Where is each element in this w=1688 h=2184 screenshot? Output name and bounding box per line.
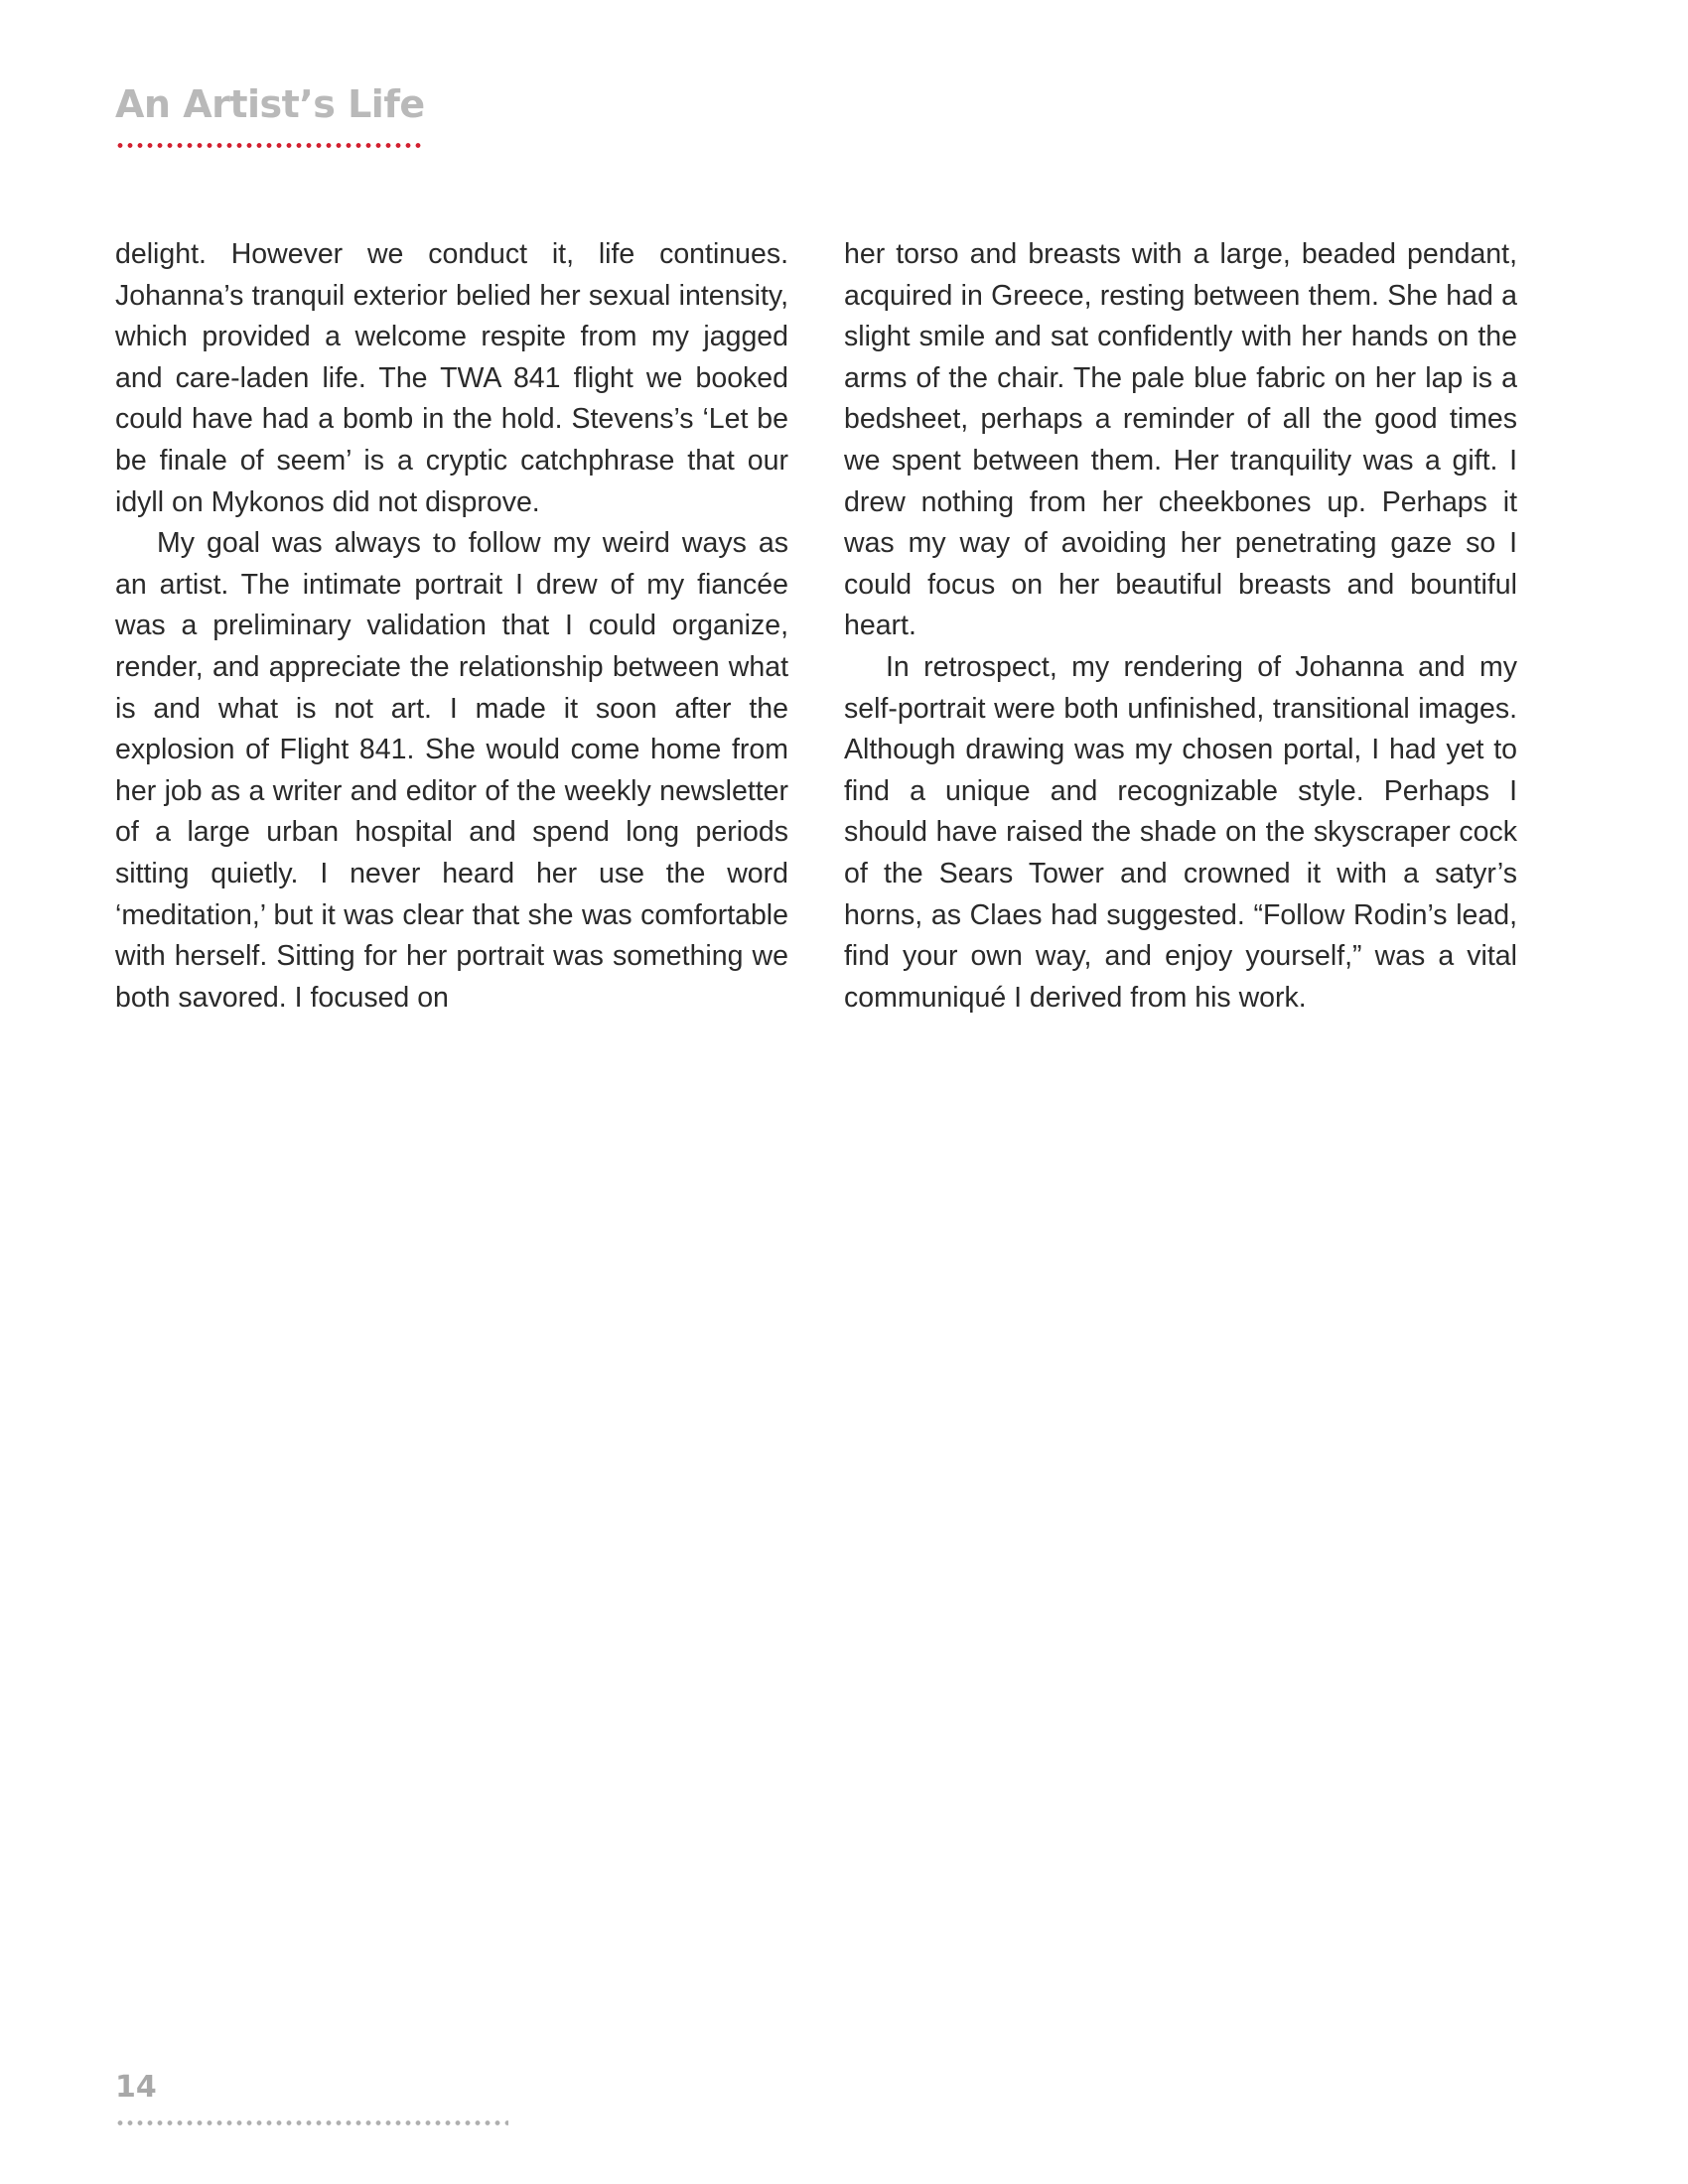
running-head-dotted-rule	[115, 143, 424, 148]
paragraph: My goal was always to follow my weird ways as an artist. The intimate portrait I drew of my fiancée was a preliminary validation that I could organize, render, and appreciate the relationship between what is and what is not art. I made it soon after the explosion of Flight 841. She would come home from her job as a writer and editor of the weekly newsletter of a large urban hospital and spend long periods sitting quietly. I never heard her use the word ‘meditation,’ but it was clear that she was comfortable with herself. Sitting for her portrait was something we both savored. I focused on	[115, 527, 788, 1014]
page-number-dotted-rule	[115, 2120, 508, 2125]
text-column-left	[115, 234, 788, 1019]
paragraph: her torso and breasts with a large, beaded pendant, acquired in Greece, resting between them. She had a slight smile and sat confidently with her hands on the arms of the chair. The pale blue fabric on her lap is a bedsheet, perhaps a reminder of all the good times we spent between them. Her tranquility was a gift. I drew nothing from her cheekbones up. Perhaps it was my way of avoiding her penetrating gaze so I could focus on her beautiful breasts and bountiful heart.	[844, 238, 1517, 642]
paragraph: In retrospect, my rendering of Johanna and my self-portrait were both unfinished, transitional images. Although drawing was my chosen portal, I had yet to find a unique and recognizable style. Perhaps I should have raised the shade on the skyscraper cock of the Sears Tower and crowned it with a satyr’s horns, as Claes had suggested. “Follow Rodin’s lead, find your own way, and enjoy yourself,” was a vital communiqué I derived from his work.	[844, 650, 1517, 1014]
running-head: An Artist’s Life	[115, 82, 425, 126]
page-number: 14	[115, 2070, 157, 2105]
paragraph: delight. However we conduct it, life continues. Johanna’s tranquil exterior belied her sexual intensity, which provided a welcome respite from my jagged and care-laden life. The TWA 841 flight we booked could have had a bomb in the hold. Stevens’s ‘Let be be finale of seem’ is a cryptic catchphrase that our idyll on Mykonos did not disprove.	[115, 238, 788, 518]
text-column-right	[844, 234, 1517, 1019]
